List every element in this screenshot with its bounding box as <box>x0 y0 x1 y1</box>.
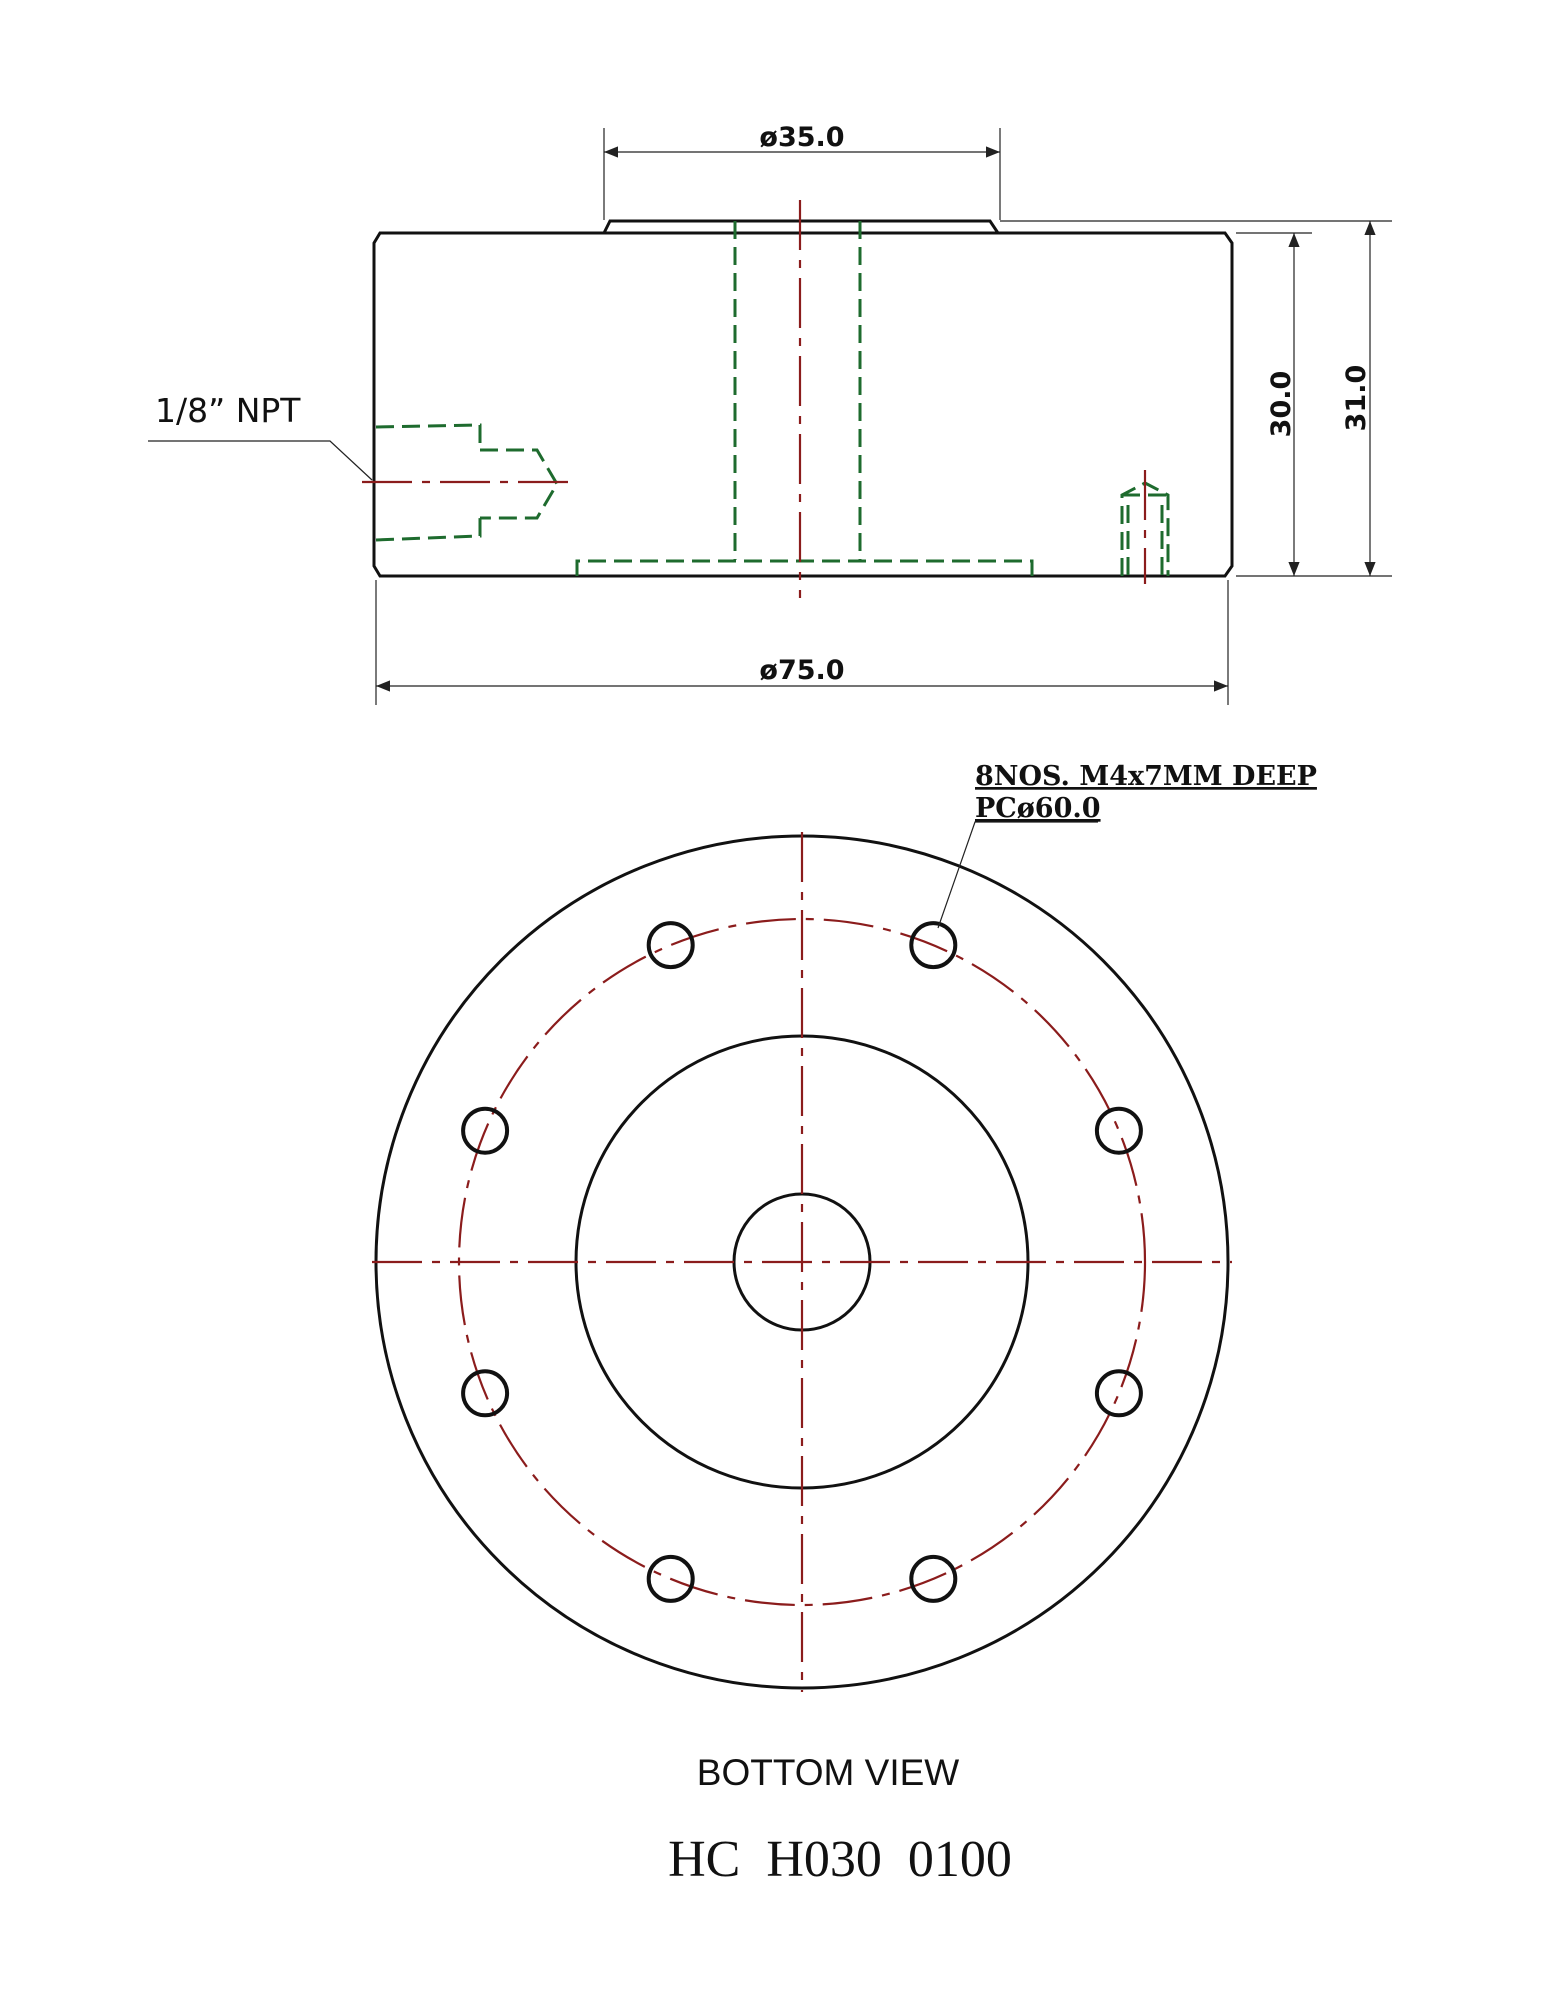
bolt-hole <box>649 923 693 967</box>
part-number: HC H030 0100 <box>668 1831 1012 1888</box>
dim-top-diameter: ø35.0 <box>759 122 845 153</box>
bolt-hole <box>1097 1371 1141 1415</box>
npt-leader <box>148 441 372 480</box>
dim-height-total: 31.0 <box>1341 364 1372 432</box>
hole-note-line2: PCø60.0 <box>975 793 1101 824</box>
dim-height-body: 30.0 <box>1266 370 1297 438</box>
bottom-view <box>372 761 1317 1793</box>
bolt-hole <box>1097 1109 1141 1153</box>
side-body-outline <box>374 233 1232 576</box>
view-label: BOTTOM VIEW <box>696 1752 960 1793</box>
hidden-base-recess <box>577 561 1032 576</box>
hidden-npt-lower <box>376 513 480 540</box>
dim-base-diameter: ø75.0 <box>759 655 845 686</box>
hidden-npt-upper <box>376 425 480 446</box>
npt-label: 1/8” NPT <box>155 391 301 430</box>
side-view <box>148 122 1392 705</box>
hole-note-leader <box>938 822 1098 928</box>
hole-note-line1: 8NOS. M4x7MM DEEP <box>975 761 1317 792</box>
hidden-npt-drill <box>480 450 557 518</box>
